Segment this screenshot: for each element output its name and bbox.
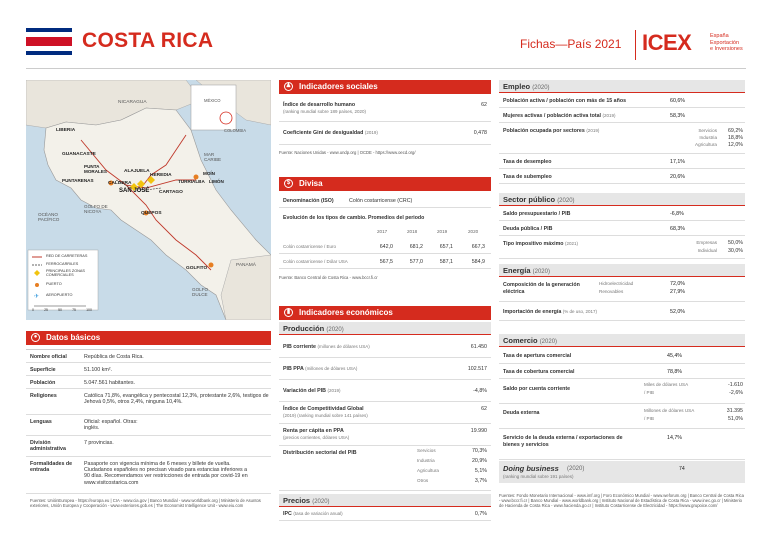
row-value: 0,478	[473, 130, 487, 136]
row-label: Tipo impositivo máximo (2021)	[503, 241, 579, 247]
row-label: Distribución sectorial del PIB	[283, 450, 357, 456]
legend-item: RED DE CARRETERAS	[46, 254, 88, 258]
map-label: GOLFITO	[186, 266, 208, 271]
row-value: 7 provincias.	[84, 440, 114, 446]
row-value: 20,6%	[670, 174, 686, 180]
row-label: División administrativa	[30, 440, 66, 453]
map-label: GUANACASTE	[62, 152, 96, 157]
map-graphic	[26, 80, 271, 320]
row-label: Saldo por cuenta corriente	[503, 386, 571, 392]
row-value: Colón costarricense (CRC)	[349, 198, 413, 204]
row-value: 19.990	[470, 428, 487, 434]
row-label: Religiones	[30, 393, 57, 399]
row-label: Variación del PIB (2019)	[283, 388, 341, 394]
source-note: Fuente: Naciones Unidas - www.undp.org | OCDE - https://www.oecd.org/	[279, 150, 416, 155]
header-rule	[26, 68, 746, 69]
doing-business-row: Doing business (2020) (ranking mundial sobre 191 países) 74	[499, 461, 745, 483]
row-value: Católica 71,8%, evangélica y pentecostal 12,3%, protestante 2,6%, testigos de Jehová 0,5%, otros 2,4%, ninguna 10,4%.	[84, 393, 269, 406]
row-value: República de Costa Rica.	[84, 354, 144, 360]
legend-item: PRINCIPALES ZONAS COMERCIALES	[46, 269, 85, 277]
row-value: 60,6%	[670, 98, 686, 104]
row-label: Colón costarricense / Euro	[283, 244, 337, 249]
row-label: Población ocupada por sectores (2019)	[503, 128, 600, 134]
row-value: 58,3%	[670, 113, 686, 119]
divisa-section: $ Divisa Denominación (ISO) Colón costarricense (CRC) Evolución de los tipos de cambio. Promedios del periodo 2017 2018 2019 2020 Colón costarricense / Euro 642,0 681,2 657,1 667,3 Colón costarricense / Dólar USA 567,5 577,0 587,1 584,9 Fuente: Banco Central de Costa Rica - www.bccr.fi.cr	[279, 177, 491, 287]
map-label: PUNTA MORALES	[84, 164, 107, 174]
datos-basicos-section	[26, 331, 271, 521]
legend-item: AEROPUERTO	[46, 293, 73, 297]
map-label: CALDERA	[108, 181, 132, 186]
legend-item: PUERTO	[46, 282, 62, 286]
map-label: LIMÓN	[209, 179, 224, 184]
map-label: NICARAGUA	[118, 100, 147, 105]
map-label: MOÍN	[203, 171, 215, 176]
row-value: Pasaporte con vigencia mínima de 6 meses y billete de vuelta. Ciudadanos españoles no precisan visado para estancias inferiores a 90 días. Recomendamos ver restricciones de entrada por covid-19 en www.visitcostarica.com	[84, 461, 248, 486]
map-label: TURRIALBA	[178, 179, 205, 184]
bar-chart-icon: ▮	[284, 308, 293, 317]
map-label: PUNTARENAS	[62, 178, 94, 183]
row-label: IPC (tasa de variación anual)	[283, 511, 343, 517]
sector-publico-section: Sector público (2020) Saldo presupuestario / PIB -6,8% Deuda pública / PIB 68,3% Tipo impositivo máximo (2021) Empresas 50,0% Individual 30,0%	[499, 193, 745, 260]
row-value: 68,3%	[670, 226, 686, 232]
row-value: 61.450	[470, 344, 487, 350]
subsection-header: Comercio (2020)	[499, 334, 745, 347]
row-value: 51.100 km².	[84, 367, 112, 373]
row-value: 5.047.561 habitantes.	[84, 380, 135, 386]
row-label: Composición de la generación eléctrica	[503, 282, 580, 295]
logo-divider	[635, 30, 636, 60]
row-label: Nombre oficial	[30, 354, 67, 360]
country-map	[26, 80, 271, 320]
row-label: Población activa / población con más de 15 años	[503, 98, 627, 104]
subsection-header: Sector público (2020)	[499, 193, 745, 206]
row-label: Índice de Competitividad Global	[283, 406, 364, 412]
row-label: Deuda externa	[503, 410, 540, 416]
row-label: Renta per cápita en PPA	[283, 428, 344, 434]
comercio-section: Comercio (2020) Tasa de apertura comercial 45,4% Tasa de cobertura comercial 78,8% Saldo por cuenta corriente Miles de dólares USA -1.610 / PIB -2,6% Deuda externa Millones de dólares USA 31.395 / PIB 51,0% Servicio de la deuda externa / exportaciones de bienes y servicios 14,7% Doing business (2020) (ranking mundial sobre 191 países) 74	[499, 334, 745, 489]
row-label: Población	[30, 380, 56, 386]
map-label: MÉXICO	[204, 98, 221, 103]
evolucion-label: Evolución de los tipos de cambio. Promedios del periodo	[283, 215, 425, 221]
row-value: 45,4%	[667, 353, 683, 359]
costa-rica-flag	[26, 28, 72, 55]
map-label: COLOMBIA	[224, 128, 247, 133]
subsection-header: Energía (2020)	[499, 264, 745, 277]
map-label: QUEPOS	[141, 211, 162, 216]
row-value: 14,7%	[667, 435, 683, 441]
map-label: ALAJUELA	[124, 169, 150, 174]
section-header: ▮ Indicadores económicos	[279, 306, 491, 320]
row-label: PIB PPA (millones de dólares USA)	[283, 366, 358, 372]
row-label: Tasa de subempleo	[503, 174, 552, 180]
fichas-pais-label: Fichas—País 2021	[520, 37, 622, 51]
row-value: -6,8%	[670, 211, 684, 217]
row-value: 0,7%	[474, 511, 487, 517]
row-label: Servicio de la deuda externa / exportaciones de bienes y servicios	[503, 435, 623, 448]
row-label: Mujeres activas / población activa total (2019)	[503, 113, 616, 119]
row-label: PIB corriente (millones de dólares USA)	[283, 344, 370, 350]
row-label: Saldo presupuestario / PIB	[503, 211, 571, 217]
person-icon: ♟	[285, 83, 292, 89]
footer-source-note: Fuentes: Fondo Monetario Internacional - www.imf.org | Foro Económico Mundial - www.weforum.org | Banco Central de Costa Rica - www.bccr.fi.cr | Banco Mundial - www.worldbank.org | Instituto Nacional de Estadística de Costa Rica - www.inec.go.cr | Ministerio de Hacienda de Costa Rica - www.hacienda.go.cr | Instituto Costarricense de Electricidad - https://www.grupoice.com/	[499, 493, 744, 508]
country-title: COSTA RICA	[82, 29, 214, 52]
row-value: -4,8%	[473, 388, 487, 394]
row-value: 78,8%	[667, 369, 683, 375]
subsection-header: Empleo (2020)	[499, 80, 745, 93]
row-value: 102.517	[467, 366, 487, 372]
section-header: ♟ Indicadores sociales	[279, 80, 491, 94]
indicadores-sociales-section: ♟ Indicadores sociales Índice de desarrollo humano (ranking mundial sobre 189 países, 2020) 62 Coeficiente Gini de desigualdad (2019) 0,478 Fuente: Naciones Unidas - www.undp.org | OCDE - https://www.oecd.org/	[279, 80, 491, 160]
map-label: SAN JOSÉ	[119, 188, 150, 194]
energia-section: Energía (2020) Composición de la generación eléctrica Hidroelectricidad 72,0% Renovables 27,9% Importación de energía (% de uso, 2017) 52,0%	[499, 264, 745, 326]
section-header: ● Datos básicos	[26, 331, 271, 345]
row-label: Coeficiente Gini de desigualdad (2019)	[283, 130, 378, 136]
target-icon: ●	[31, 333, 40, 342]
map-label: GOLFO DE NICOYA	[84, 204, 108, 214]
row-label: Denominación (ISO)	[283, 198, 334, 204]
source-note: Fuente: Banco Central de Costa Rica - www.bccr.fi.cr	[279, 275, 378, 280]
map-label: OCÉANO PACÍFICO	[38, 212, 60, 222]
row-value: 62	[481, 406, 487, 412]
empleo-section: Empleo (2020) Población activa / población con más de 15 años 60,6% Mujeres activas / población activa total (2019) 58,3% Población ocupada por sectores (2019) Servicios 69,2% Industria 18,8% Agricultura 12,0% Tasa de desempleo 17,1% Tasa de subempleo 20,6%	[499, 80, 745, 190]
map-scale: 0 25 50 75 100	[32, 308, 92, 312]
subsection-header: Producción (2020)	[279, 322, 491, 335]
icex-logo-subtitle: España Exportación e Inversiones	[710, 33, 743, 52]
row-label: Colón costarricense / Dólar USA	[283, 259, 348, 264]
map-label: LIBERIA	[56, 128, 76, 133]
row-label: Tasa de apertura comercial	[503, 353, 572, 359]
svg-text:✈: ✈	[34, 293, 40, 300]
row-label: Deuda pública / PIB	[503, 226, 553, 232]
source-note: Fuentes: UniónEuropea - https://europa.eu | CIA - www.cia.gov | Banco Mundial - www.worldbank.org | Ministerio de Asuntos exteriores, Unión Europea y Cooperación - www.exteriores.gob.es | The Economist Intelligence Unit - www.eiu.com	[30, 498, 261, 508]
row-value: 17,1%	[670, 159, 686, 165]
row-label: Importación de energía (% de uso, 2017)	[503, 309, 598, 315]
section-header: $ Divisa	[279, 177, 491, 191]
map-label: HEREDIA	[150, 173, 172, 178]
row-label: Tasa de cobertura comercial	[503, 369, 575, 375]
legend-item: FERROCARRILES	[46, 262, 79, 266]
row-label: Tasa de desempleo	[503, 159, 552, 165]
map-label: GOLFO DULCE	[192, 287, 209, 297]
row-value: 52,0%	[670, 309, 686, 315]
row-value: 62	[481, 102, 487, 108]
row-label: Formalidades de entrada	[30, 461, 73, 474]
page-header	[0, 0, 772, 70]
map-label: PANAMÁ	[236, 263, 256, 268]
subsection-header: Precios (2020)	[279, 494, 491, 507]
map-label: MAR CARIBE	[204, 152, 222, 162]
indicadores-economicos-section: ▮ Indicadores económicos Producción (2020) PIB corriente (millones de dólares USA) 61.450 PIB PPA (millones de dólares USA) 102.517 Variación del PIB (2019) -4,8% Índice de Competitividad Global (2019) (ranking mundial sobre 141 países) 62 Renta per cápita en PPA (precios corrientes, dólares USA) 19.990 Distribución sectorial del PIB Servicios 70,3% Industria 20,9% Agricultura 5,1% Otros 3,7% Precios (2020) IPC (tasa de variación anual) 0,7%	[279, 306, 491, 521]
currency-icon: $	[284, 179, 293, 188]
row-label: Índice de desarrollo humano	[283, 102, 356, 108]
row-label: Superficie	[30, 367, 56, 373]
map-label: CARTAGO	[159, 190, 183, 195]
row-label: Lenguas	[30, 419, 52, 425]
icex-logo: ICEX	[642, 30, 692, 55]
row-value: Oficial: español. Otras: inglés.	[84, 419, 138, 432]
